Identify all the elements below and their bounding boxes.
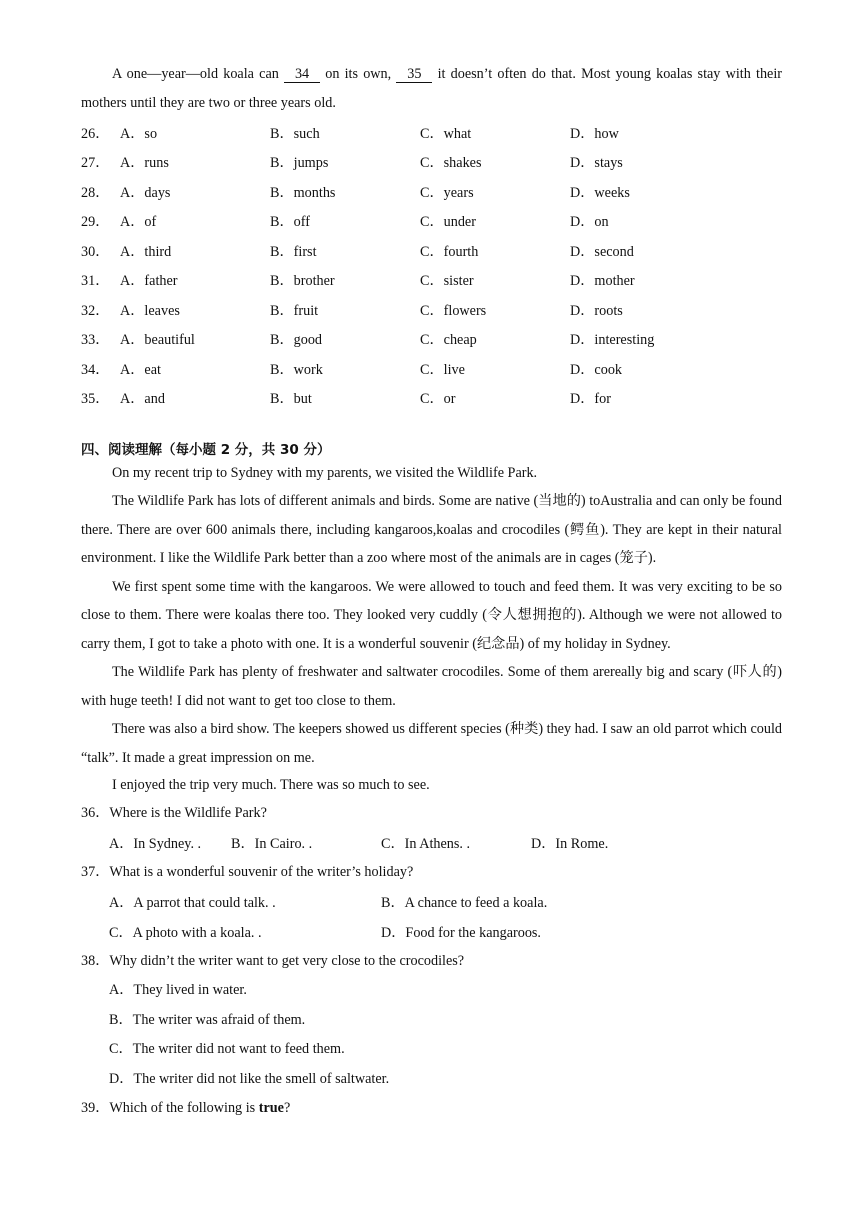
passage-paragraph: There was also a bird show. The keepers showed us different species (种类) they had. I saw an old parrot which could “talk”. It made a great impression on me.: [81, 721, 782, 766]
section-title: 四、阅读理解（每小题 2 分，共 30 分）: [81, 442, 331, 458]
question-stem: 39．Which of the following is true?: [81, 1100, 291, 1116]
option-row: 34． A．eat B．work C．live D．cook: [81, 361, 623, 378]
option-row: 28． A．days B．months C．years D．weeks: [81, 184, 630, 201]
cloze-options: [81, 118, 782, 413]
question-stem: 37．What is a wonderful souvenir of the writer’s holiday?: [81, 864, 414, 880]
question-38: [81, 947, 782, 1095]
question-options: A．In Sydney. . B．In Cairo. . C．In Athens. . D．In Rome.: [109, 836, 609, 853]
option-row: 31． A．father B．brother C．sister D．mother: [81, 273, 635, 290]
question-option: B．The writer was afraid of them.: [109, 1011, 306, 1028]
option-row: 32． A．leaves B．fruit C．flowers D．roots: [81, 302, 623, 319]
question-option: A．They lived in water.: [109, 982, 247, 998]
question-option: D．The writer did not like the smell of saltwater.: [109, 1070, 390, 1087]
question-option: C．The writer did not want to feed them.: [109, 1041, 345, 1057]
emphasis-true: true: [258, 1100, 284, 1116]
blank-35: 35: [396, 66, 432, 83]
question-36: [81, 799, 782, 858]
passage-paragraph: On my recent trip to Sydney with my parents, we visited the Wildlife Park.: [112, 465, 538, 481]
blank-34: 34: [284, 66, 320, 83]
option-row: 29． A．of B．off C．under D．on: [81, 214, 609, 231]
passage-paragraph: The Wildlife Park has lots of different animals and birds. Some are native (当地的) toAustralia and can only be found there. There are over 600 animals there, including kangaroos,koalas and crocodiles (鳄鱼). They are kept in their natural environment. I like the Wildlife Park better than a zoo where most of the animals are in cages (笼子).: [81, 493, 782, 566]
option-row: 30． A．third B．first C．fourth D．second: [81, 243, 634, 260]
option-row: 35． A．and B．but C．or D．for: [81, 391, 611, 408]
passage-paragraph: I enjoyed the trip very much. There was so much to see.: [112, 777, 430, 793]
question-37: [81, 858, 782, 947]
passage-paragraph: We first spent some time with the kangaroos. We were allowed to touch and feed them. It was very exciting to be so close to them. There were koalas there too. They looked very cuddly (令人想拥抱的). Although we were not allowed to carry them, I got to take a photo with one. It is a wonderful souvenir (纪念品) of my holiday in Sydney.: [81, 578, 782, 652]
option-row: 33． A．beautiful B．good C．cheap D．interesting: [81, 332, 655, 349]
question-stem: 38．Why didn’t the writer want to get very close to the crocodiles?: [81, 952, 465, 969]
passage-paragraph: The Wildlife Park has plenty of freshwater and saltwater crocodiles. Some of them arereally big and scary (吓人的) with huge teeth! I did not want to get too close to them.: [81, 664, 782, 709]
cloze-passage-end: A one—year—old koala can 34 on its own, 35 it doesn’t often do that. Most young koalas stay with their mothers until they are two or three years old.: [81, 66, 783, 111]
question-39: [81, 1094, 782, 1124]
question-options: A．A parrot that could talk. . B．A chance to feed a koala.: [109, 895, 548, 912]
question-stem: 36．Where is the Wildlife Park?: [81, 805, 267, 821]
reading-passage: [81, 460, 782, 799]
question-options: C．A photo with a koala. . D．Food for the kangaroos.: [109, 924, 541, 941]
option-row: 27． A．runs B．jumps C．shakes D．stays: [81, 155, 623, 172]
option-row: 26． A．so B．such C．what D．how: [81, 125, 619, 142]
document-page: [81, 60, 782, 1124]
